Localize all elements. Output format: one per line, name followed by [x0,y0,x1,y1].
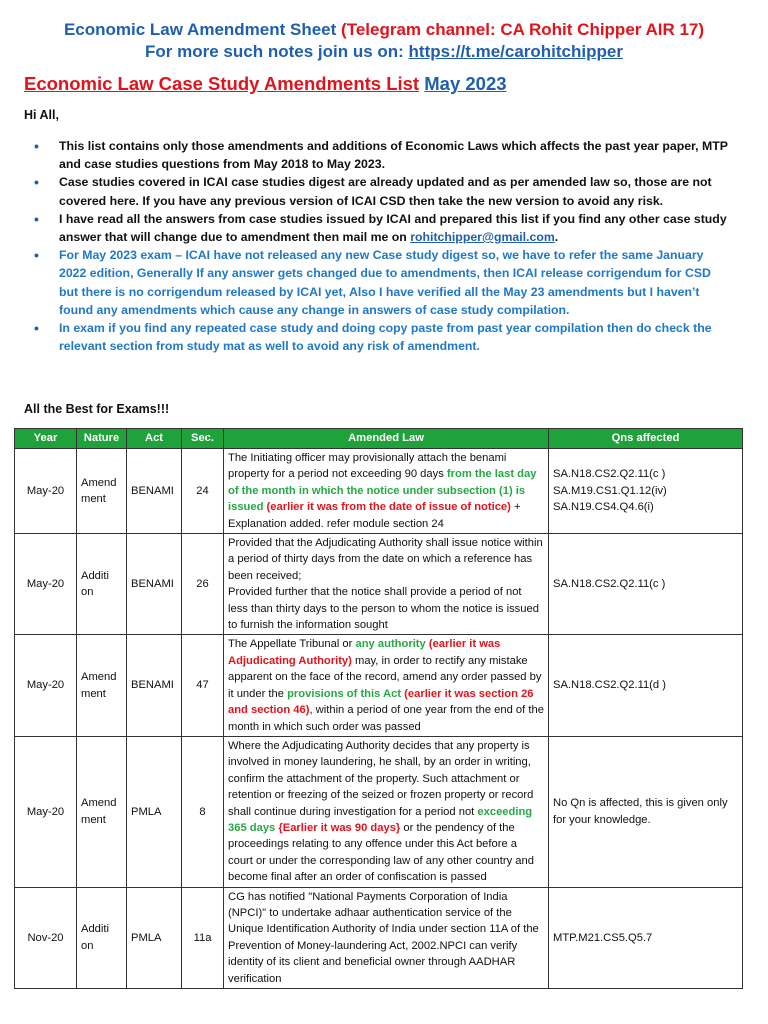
page-title [24,72,507,96]
cell-section: 24 [182,449,224,534]
cell-act: BENAMI [127,449,182,534]
note-item: • This list contains only those amendments and additions of Economic Laws which affects the past year paper, MTP and case studies questions from May 2018 to May 2023. [32,137,732,173]
cell-act: PMLA [127,887,182,988]
cell-section: 8 [182,736,224,887]
cell-amended-law: The Appellate Tribunal or any authority (earlier it was Adjudicating Authority) may, in order to rectify any mistake apparent on the face of the record, amend any order passed by it under the provisions of this Act (earlier it was section 26 and section 46), within a period of one year from the end of the month in which such order was passed [224,635,549,736]
notes-list [32,137,732,355]
cell-qns-affected: SA.N18.CS2.Q2.11(d ) [549,635,743,736]
cell-qns-affected: MTP.M21.CS5.Q5.7 [549,887,743,988]
page-title-main: Economic Law Case Study Amendments List [24,73,420,94]
greeting: Hi All, [24,108,59,122]
cell-section: 11a [182,887,224,988]
cell-year: Nov-20 [15,887,77,988]
join-notes-line [0,41,768,63]
cell-act: BENAMI [127,635,182,736]
table-row [15,887,743,988]
cell-year: May-20 [15,534,77,635]
best-wishes: All the Best for Exams!!! [24,402,170,416]
cell-act: PMLA [127,736,182,887]
cell-year: May-20 [15,736,77,887]
col-header-section: Sec. [182,429,224,449]
cell-qns-affected: No Qn is affected, this is given only for your knowledge. [549,736,743,887]
table-row [15,534,743,635]
cell-nature: Amend ment [77,736,127,887]
cell-nature: Amend ment [77,635,127,736]
cell-qns-affected: SA.N18.CS2.Q2.11(c ) [549,534,743,635]
join-notes-text: For more such notes join us on: [145,42,409,61]
note-item: • In exam if you find any repeated case study and doing copy paste from past year compilation then do check the relevant section from study mat as well to avoid any risk of amendment. [32,319,732,355]
cell-nature: Additi on [77,534,127,635]
note-item: • For May 2023 exam – ICAI have not released any new Case study digest so, we have to refer the same January 2022 edition, Generally If any answer gets changed due to amendments, then ICAI release corrigendum for CSD but there is no corrigendum released by ICAI yet, Also I have verified all the May 23 amendments but I haven’t found any amendments which cause any change in answers of case study compilation. [32,246,732,319]
table-header-row [15,429,743,449]
col-header-nature: Nature [77,429,127,449]
cell-year: May-20 [15,635,77,736]
note-item: • Case studies covered in ICAI case studies digest are already updated and as per amended law so, those are not covered here. If you have any previous version of ICAI CSD then take the new version to avoid any risk. [32,173,732,209]
telegram-channel-label: (Telegram channel: CA Rohit Chipper AIR 17) [341,20,705,39]
cell-nature: Additi on [77,887,127,988]
cell-nature: Amend ment [77,449,127,534]
cell-section: 26 [182,534,224,635]
page-title-term: May 2023 [424,73,507,94]
table-row [15,449,743,534]
col-header-qns-affected: Qns affected [549,429,743,449]
table-row [15,635,743,736]
col-header-amended-law: Amended Law [224,429,549,449]
cell-amended-law: The Initiating officer may provisionally attach the benami property for a period not exceeding 90 days from the last day of the month in which the notice under subsection (1) is issued (earlier it was from the date of issue of notice) + Explanation added. refer module section 24 [224,449,549,534]
cell-amended-law: Where the Adjudicating Authority decides that any property is involved in money laundering, he shall, by an order in writing, confirm the attachment of the property. Such attachment or retention or freezing of the seized or frozen property or record shall continue during investigation for a period not exceeding 365 days {Earlier it was 90 days} or the pendency of the proceedings relating to any offence under this Act before a court or under the corresponding law of any other country and become final after an order of confiscation is passed [224,736,549,887]
col-header-year: Year [15,429,77,449]
email-link[interactable]: rohitchipper@gmail.com [410,230,555,245]
cell-section: 47 [182,635,224,736]
sheet-title: Economic Law Amendment Sheet [63,20,342,39]
cell-year: May-20 [15,449,77,534]
note-item: • I have read all the answers from case studies issued by ICAI and prepared this list if you find any other case study answer that will change due to amendment then mail me on rohitchipper@gmail.com. [32,210,732,246]
cell-amended-law: CG has notified "National Payments Corporation of India (NPCI)" to undertake adhaar authentication service of the Unique Identification Authority of India under section 11A of the Prevention of Money-laundering Act, 2002.NPCI can verify identity of its client and beneficial owner through AADHAR verification [224,887,549,988]
col-header-act: Act [127,429,182,449]
amendments-table [14,428,743,989]
cell-act: BENAMI [127,534,182,635]
sheet-header [0,19,768,41]
telegram-link[interactable]: https://t.me/carohitchipper [408,42,623,61]
cell-amended-law: Provided that the Adjudicating Authority shall issue notice within a period of thirty days from the date on which a reference has been received; Provided further that the notice shall provide a period of not less than thirty days to the person to whom the notice is issued to furnish the information sought [224,534,549,635]
table-row [15,736,743,887]
cell-qns-affected: SA.N18.CS2.Q2.11(c ) SA.M19.CS1.Q1.12(iv) SA.N19.CS4.Q4.6(i) [549,449,743,534]
